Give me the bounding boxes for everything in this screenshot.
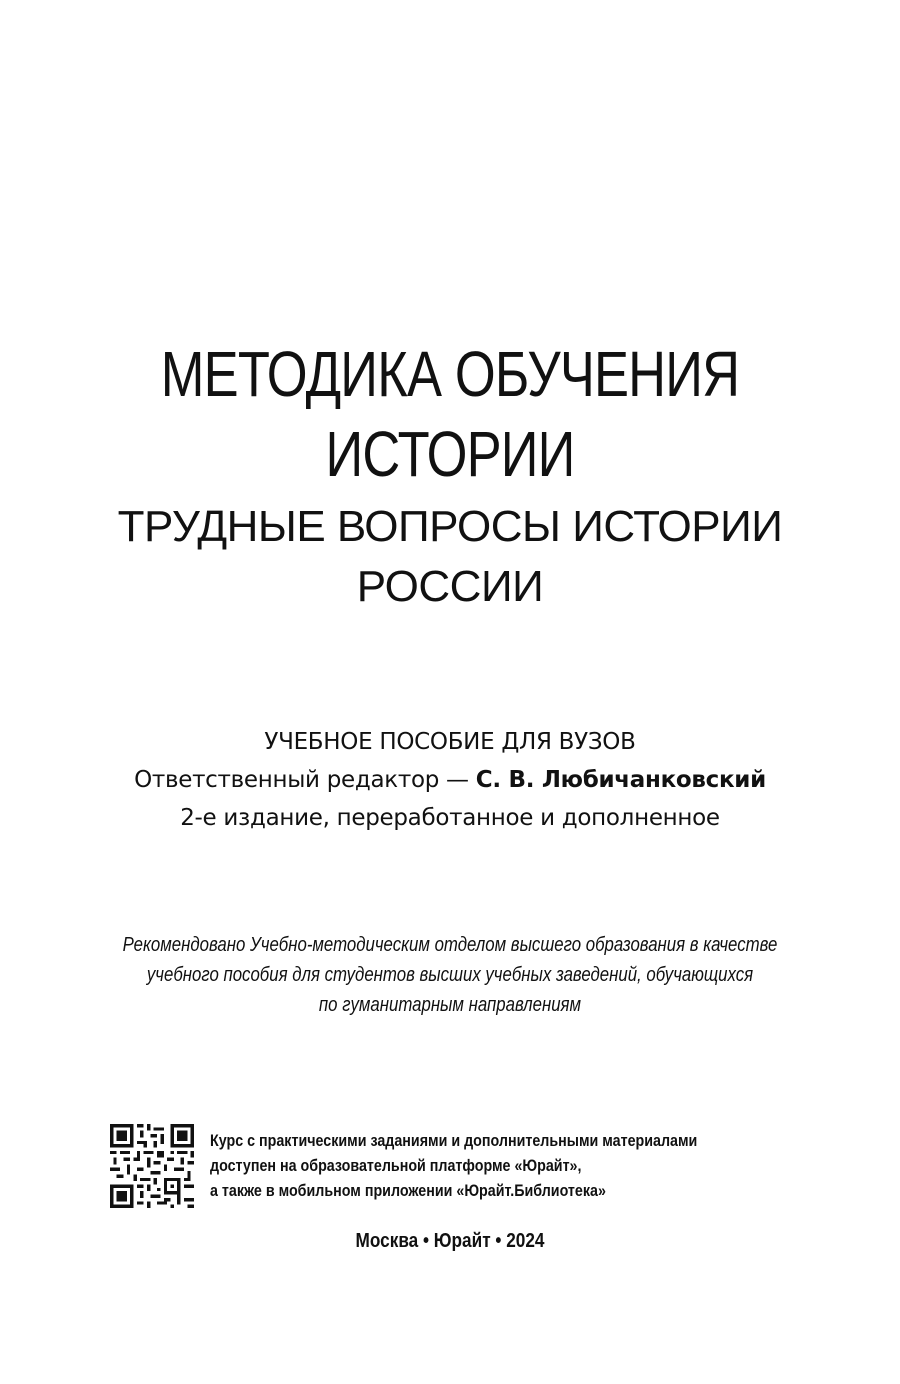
book-type: УЧЕБНОЕ ПОСОБИЕ ДЛЯ ВУЗОВ <box>264 729 636 755</box>
title-main-line1: МЕТОДИКА ОБУЧЕНИЯ <box>160 338 740 410</box>
editor-name: С. В. Любичанковский <box>475 767 766 793</box>
course-info <box>110 1124 810 1210</box>
qr-code-icon[interactable] <box>110 1124 194 1208</box>
course-text <box>210 1128 697 1203</box>
title-sub-line2: РОССИИ <box>356 562 544 611</box>
title-sub-line1: ТРУДНЫЕ ВОПРОСЫ ИСТОРИИ <box>117 502 783 551</box>
course-line1: Курс с практическими заданиями и дополнительными материалами <box>210 1131 698 1150</box>
editor-prefix: Ответственный редактор — <box>134 767 476 793</box>
edition-line: 2-е издание, переработанное и дополненное <box>180 805 720 831</box>
title-main-line2: ИСТОРИИ <box>325 418 575 490</box>
editor-line <box>0 762 900 798</box>
imprint: Москва • Юрайт • 2024 <box>355 1230 545 1252</box>
course-line2: доступен на образовательной платформе «Юрайт», <box>210 1156 582 1175</box>
recommendation-line2: учебного пособия для студентов высших учебных заведений, обучающихся <box>146 964 754 986</box>
recommendation-line1: Рекомендовано Учебно-методическим отделом высшего образования в качестве <box>122 934 778 956</box>
course-line3: а также в мобильном приложении «Юрайт.Библиотека» <box>210 1181 606 1200</box>
recommendation-line3: по гуманитарным направлениям <box>318 994 582 1016</box>
